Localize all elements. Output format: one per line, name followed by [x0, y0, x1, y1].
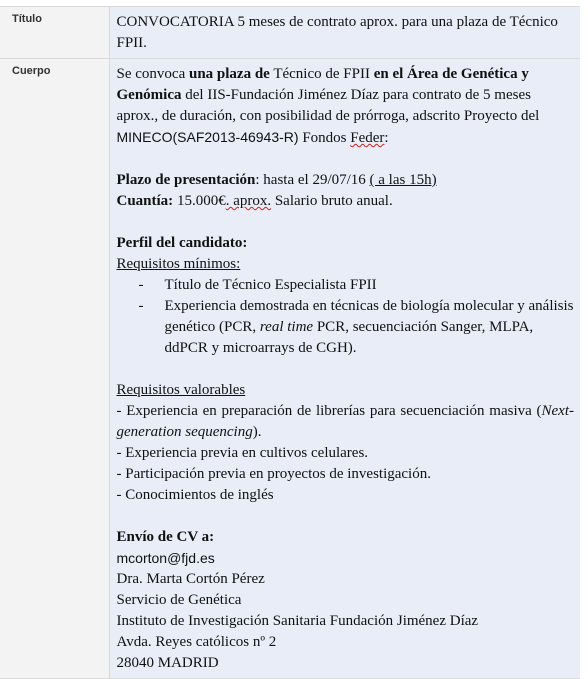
- row-cuerpo: [0, 59, 580, 679]
- minimos-list: [117, 275, 575, 359]
- intro-bold: en el Área de Genética y Genómica: [116, 66, 529, 103]
- plazo-text: : hasta el 29/07/16: [255, 172, 370, 188]
- intro-text: :: [384, 130, 389, 146]
- cuerpo-value[interactable]: [109, 59, 580, 679]
- list-item: [139, 296, 575, 359]
- valorables-text: - Experiencia en preparación de librerías para secuenciación masiva (: [116, 403, 542, 419]
- perfil-heading-text: Perfil del candidato:: [116, 235, 248, 251]
- titulo-label: Título: [0, 7, 109, 59]
- row-titulo: [0, 7, 580, 59]
- plazo-line: [117, 170, 575, 191]
- contact-department: Servicio de Genética: [116, 592, 242, 608]
- list-item-text: PCR, secuenciación Sanger, MLPA, ddPCR y microarrays de CGH).: [164, 319, 534, 356]
- plazo-label: Plazo de presentación: [116, 172, 256, 188]
- contact-city: 28040 MADRID: [116, 655, 219, 671]
- contact-name: Dra. Marta Cortón Pérez: [116, 571, 265, 587]
- cuerpo-label: Cuerpo: [0, 59, 109, 679]
- perfil-heading: [117, 233, 575, 254]
- contact-email[interactable]: mcorton@fjd.es: [116, 550, 215, 566]
- cuantia-text: Salario bruto anual.: [271, 193, 393, 209]
- minimos-heading: Requisitos mínimos:: [116, 256, 241, 272]
- valorables-item: - Participación previa en proyectos de investigación.: [116, 466, 431, 482]
- intro-text: Técnico de FPII: [269, 66, 374, 82]
- contact-institute: Instituto de Investigación Sanitaria Fundación Jiménez Díaz: [116, 613, 479, 629]
- plazo-hour: ( a las 15h): [369, 172, 437, 188]
- spellcheck-word: Feder: [350, 130, 385, 146]
- valorables-item: - Experiencia previa en cultivos celulares.: [116, 445, 369, 461]
- project-code: MINECO(SAF2013-46943-R): [116, 129, 299, 145]
- contact-address: Avda. Reyes católicos nº 2: [116, 634, 277, 650]
- titulo-value[interactable]: CONVOCATORIA 5 meses de contrato aprox. para una plaza de Técnico FPII.: [109, 7, 580, 59]
- cuantia-amount: 15.000€: [173, 193, 226, 209]
- valorables-italic: Next-generation sequencing: [116, 403, 574, 440]
- spellcheck-word: . aprox.: [225, 193, 272, 209]
- list-item-text: Experiencia demostrada en técnicas de biología molecular y análisis genético (PCR,: [164, 298, 574, 335]
- valorables-item: [117, 401, 575, 443]
- envio-heading: [117, 527, 575, 548]
- envio-heading-text: Envío de CV a:: [116, 529, 215, 545]
- intro-text: del IIS-Fundación Jiménez Díaz para contrato de 5 meses aprox., de duración, con posibilidad de prórroga, adscrito Proyecto del: [116, 87, 540, 124]
- intro-bold: una plaza de: [188, 66, 270, 82]
- list-item-italic: real time: [259, 319, 314, 335]
- intro-paragraph: [117, 64, 575, 149]
- intro-text: Fondos: [298, 130, 351, 146]
- cuantia-label: Cuantía:: [116, 193, 174, 209]
- valorables-text: ).: [252, 424, 262, 440]
- cuantia-line: [117, 191, 575, 212]
- valorables-heading: Requisitos valorables: [116, 382, 246, 398]
- announcement-form-table: [0, 6, 580, 679]
- valorables-item: - Conocimientos de inglés: [116, 487, 274, 503]
- list-item: - Título de Técnico Especialista FPII: [139, 275, 575, 296]
- intro-text: Se convoca: [116, 66, 189, 82]
